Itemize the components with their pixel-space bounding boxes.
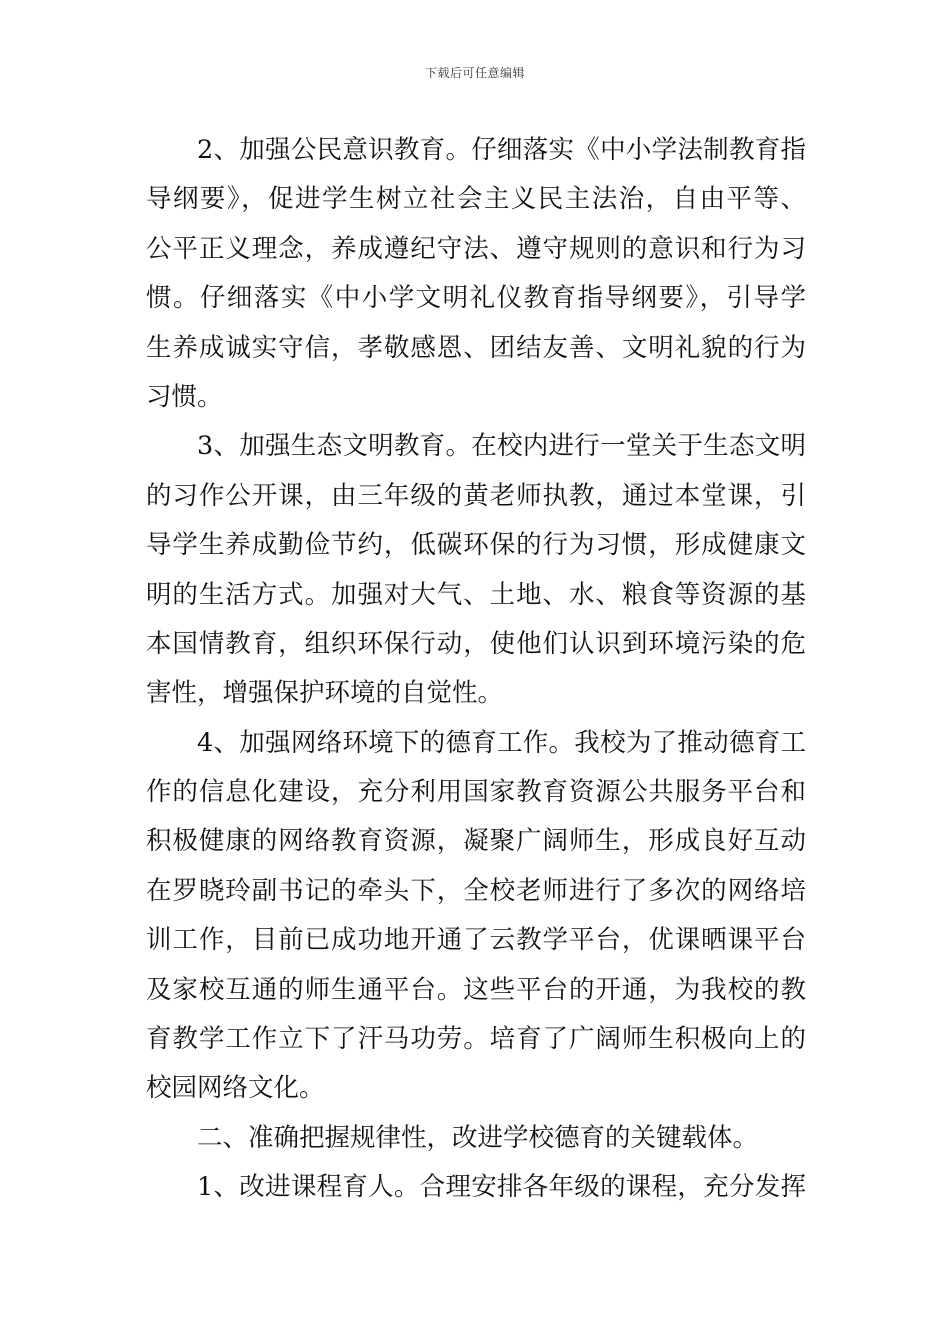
page-header: 下载后可任意编辑 (424, 66, 525, 80)
text-line: 明的生活方式。加强对大气、土地、水、粮食等资源的基 (146, 579, 806, 610)
text-line: 4、加强网络环境下的德育工作。我校为了推动德育工 (197, 727, 806, 758)
text-line: 3、加强生态文明教育。在校内进行一堂关于生态文明 (197, 431, 806, 462)
text-line: 习惯。 (146, 381, 223, 412)
text-line: 导学生养成勤俭节约，低碳环保的行为习惯，形成健康文 (146, 530, 806, 561)
text-line: 及家校互通的师生通平台。这些平台的开通，为我校的教 (146, 974, 806, 1005)
document-body (146, 126, 806, 1213)
text-line: 作的信息化建设，充分利用国家教育资源公共服务平台和 (146, 777, 806, 808)
text-line: 积极健康的网络教育资源，凝聚广阔师生，形成良好互动 (146, 826, 806, 857)
text-line: 训工作，目前已成功地开通了云教学平台，优课晒课平台 (146, 925, 806, 956)
text-line: 校园网络文化。 (146, 1073, 325, 1104)
text-line: 惯。仔细落实《中小学文明礼仪教育指导纲要》，引导学 (146, 283, 806, 314)
text-line: 2、加强公民意识教育。仔细落实《中小学法制教育指 (197, 135, 806, 165)
text-line: 二、准确把握规律性，改进学校德育的关键载体。 (197, 1122, 759, 1153)
text-line: 育教学工作立下了汗马功劳。培育了广阔师生积极向上的 (146, 1024, 806, 1055)
text-line: 本国情教育，组织环保行动，使他们认识到环境污染的危 (146, 628, 806, 659)
text-line: 害性，增强保护环境的自觉性。 (146, 678, 504, 709)
text-line: 在罗晓玲副书记的牵头下，全校老师进行了多次的网络培 (146, 875, 806, 906)
text-line: 导纲要》，促进学生树立社会主义民主法治，自由平等、 (146, 184, 806, 215)
text-line: 1、改进课程育人。合理安排各年级的课程，充分发挥 (197, 1172, 806, 1203)
text-line: 公平正义理念，养成遵纪守法、遵守规则的意识和行为习 (146, 233, 806, 264)
text-line: 生养成诚实守信，孝敬感恩、团结友善、文明礼貌的行为 (146, 332, 806, 363)
text-line: 的习作公开课，由三年级的黄老师执教，通过本堂课，引 (146, 480, 806, 511)
